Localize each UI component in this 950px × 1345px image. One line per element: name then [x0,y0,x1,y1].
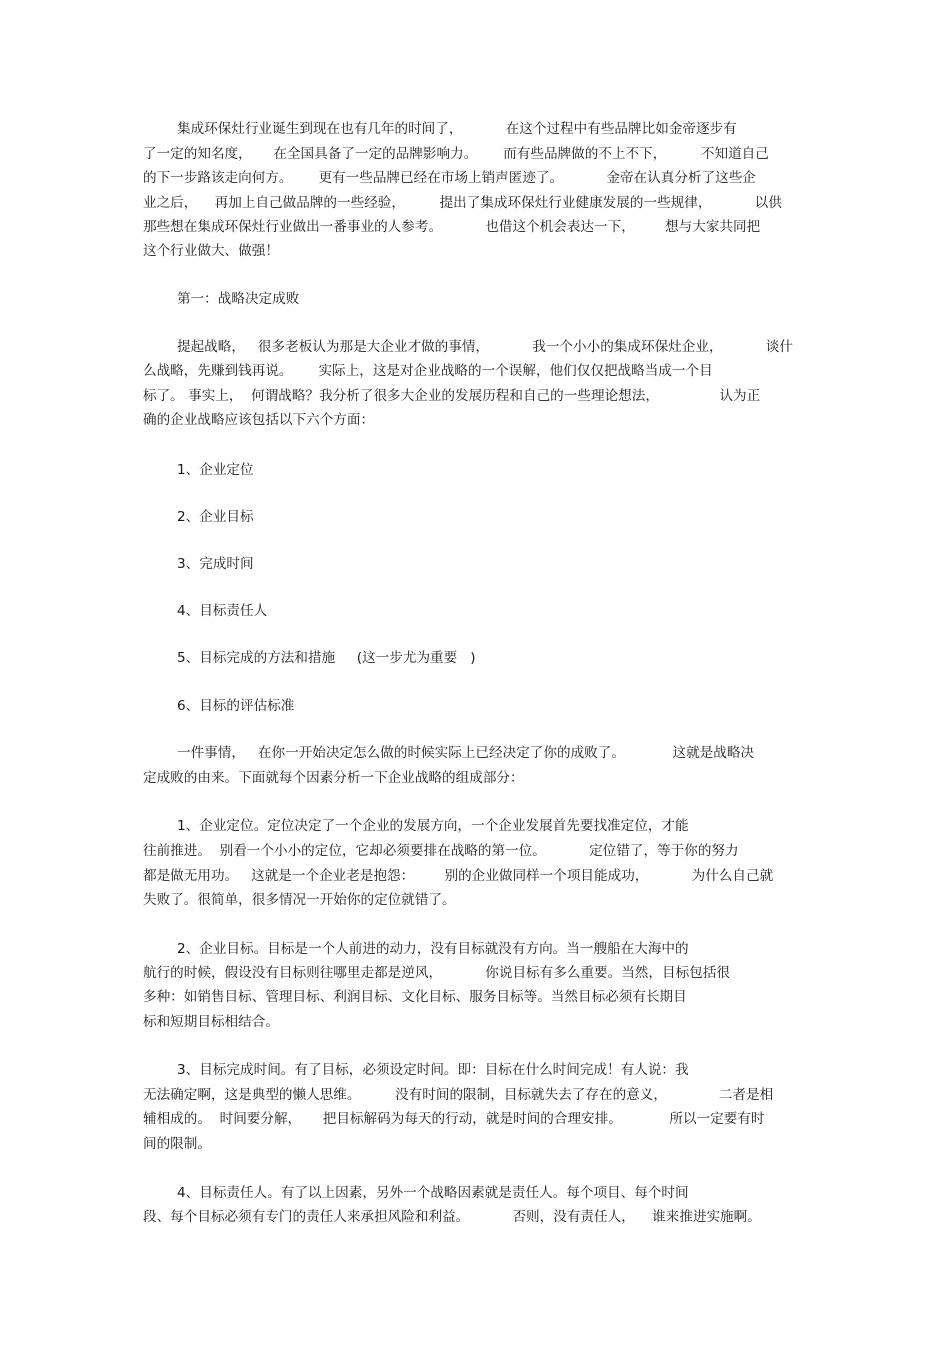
list-item: 5、目标完成的方法和措施 (这一步尤为重要 ) [177,650,476,666]
position-line: 1、企业定位。定位决定了一个企业的发展方向，一个企业发展首先要找准定位，才能 [177,818,689,834]
intro-line: 集成环保灶行业诞生到现在也有几年的时间了， 在这个过程中有些品牌比如金帝逐步有 [177,121,737,137]
conclusion-line: 定成败的由来。下面就每个因素分析一下企业战略的组成部分： [143,770,524,786]
time-line: 无法确定啊，这是典型的懒人思维。 没有时间的限制，目标就失去了存在的意义， 二者是相 [143,1087,774,1103]
position-line: 失败了。很简单，很多情况一开始你的定位就错了。 [143,892,456,908]
intro-line: 业之后， 再加上自己做品牌的一些经验， 提出了集成环保灶行业健康发展的一些规律， 以供 [143,195,782,211]
list-item: 2、企业目标 [177,509,254,525]
position-line: 往前推进。 别看一个小小的定位，它却必须要排在战略的第一位。 定位错了，等于你的努力 [143,843,739,859]
position-line: 都是做无用功。 这就是一个企业老是抱怨： 别的企业做同样一个项目能成功， 为什么自己就 [143,868,774,884]
intro-line: 那些想在集成环保灶行业做出一番事业的人参考。 也借这个机会表达一下， 想与大家共同把 [143,219,761,235]
time-line: 间的限制。 [143,1136,211,1152]
strategy-line: 确的企业战略应该包括以下六个方面： [143,412,375,428]
list-item: 1、企业定位 [177,462,254,478]
person-line: 4、目标责任人。有了以上因素，另外一个战略因素就是责任人。每个项目、每个时间 [177,1185,689,1201]
strategy-line: 么战略，先赚到钱再说。 实际上，这是对企业战略的一个误解，他们仅仅把战略当成一个目 [143,363,713,379]
conclusion-line: 一件事情， 在你一开始决定怎么做的时候实际上已经决定了你的成败了。 这就是战略决 [177,745,755,761]
list-item: 4、目标责任人 [177,603,268,619]
goal-line: 多种：如销售目标、管理目标、利润目标、文化目标、服务目标等。当然目标必须有长期目 [143,989,687,1005]
intro-line: 的下一步路该走向何方。 更有一些品牌已经在市场上销声匿迹了。 金帝在认真分析了这些企 [143,170,756,186]
time-line: 3、目标完成时间。有了目标，必须设定时间。即：目标在什么时间完成！有人说：我 [177,1062,689,1078]
list-item: 3、完成时间 [177,556,254,572]
intro-line: 这个行业做大、做强！ [143,243,279,259]
person-line: 段、每个目标必须有专门的责任人来承担风险和利益。 否则，没有责任人， 谁来推进实施啊。 [143,1209,761,1225]
goal-line: 航行的时候，假设没有目标则往哪里走都是逆风， 你说目标有多么重要。当然，目标包括很 [143,965,730,981]
goal-line: 标和短期目标相结合。 [143,1014,279,1030]
goal-line: 2、企业目标。目标是一个人前进的动力，没有目标就没有方向。当一艘船在大海中的 [177,941,689,957]
section-heading: 第一：战略决定成败 [177,291,300,307]
strategy-line: 提起战略， 很多老板认为那是大企业才做的事情， 我一个小小的集成环保灶企业， 谈什 [177,339,793,355]
list-item: 6、目标的评估标准 [177,698,295,714]
strategy-line: 标了。 事实上， 何谓战略？我分析了很多大企业的发展历程和自己的一些理论想法， 认为正 [143,388,761,404]
time-line: 辅相成的。 时间要分解， 把目标解码为每天的行动，就是时间的合理安排。 所以一定要有时 [143,1111,765,1127]
intro-line: 了一定的知名度， 在全国具备了一定的品牌影响力。 而有些品牌做的不上不下， 不知道自己 [143,146,769,162]
